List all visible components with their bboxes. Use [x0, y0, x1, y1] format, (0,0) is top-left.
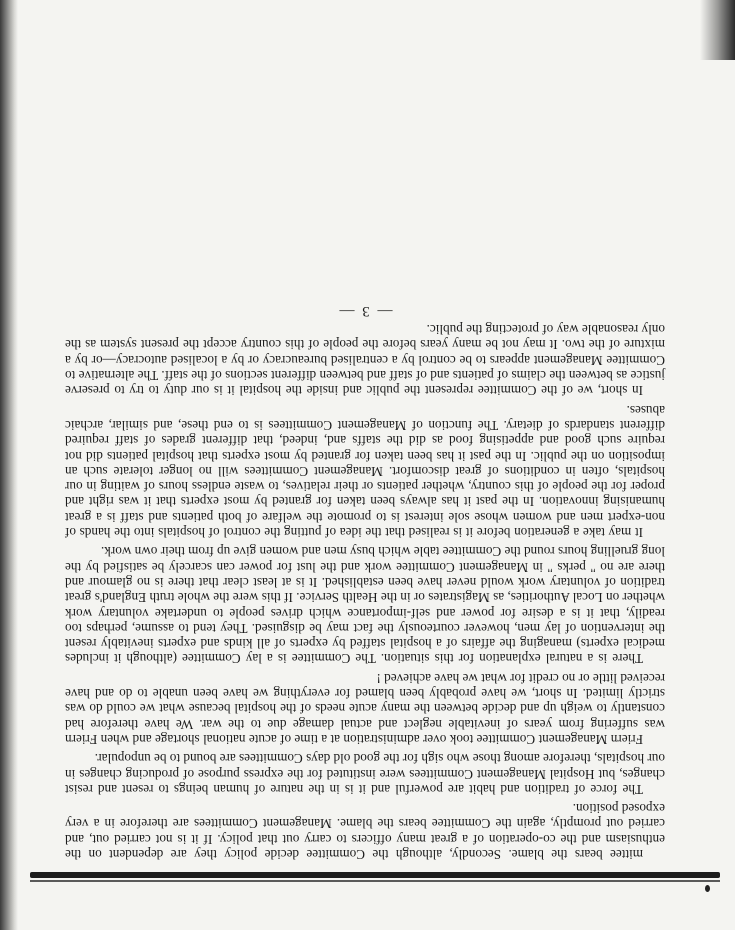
paragraph-3: Friern Management Committee took over administration at a time of acute national shortage and when Friern was suffering from years of inevitable neglect and actual damage due to the war. We have therefore had constantly to weigh up and decide between the many acute needs of the hospital because what we could do was strictly limited. In short, we have probably been blamed for everything we have been unable to do and have received little or no credit for what we have achieved ! — [65, 670, 665, 747]
scan-speck — [705, 885, 710, 892]
upside-down-text-block — [65, 62, 665, 862]
page-number: — 3 — — [337, 302, 393, 319]
scan-bottom-rule — [30, 872, 720, 878]
scan-corner-shadow — [700, 0, 735, 60]
paragraph-1: mittee bears the blame. Secondly, although the Committee decide policy they are dependent on the enthusiasm and the co-operation of a great many officers to carry out that policy. If it is not carried out, and carried out promptly, again the Committee bears the blame. Management Committees are therefore in a very exposed position. — [65, 801, 665, 862]
paragraph-5: It may take a generation before it is realised that the idea of putting the control of hospitals into the hands of non-expert men and women whose sole interest is to promote the welfare of both patients and staff is a great humanising innovation. In the past it has always been taken for granted by most experts that it was right and proper for the people of this country, whether patients or their relatives, to waste endless hours of waiting in our hospitals, often in conditions of great discomfort. Management Committees will no longer tolerate such an imposition on the public. In the past it has been taken for granted by most experts that hospital patients did not require such good and appetising food as did the staffs and, indeed, that different grades of staff required different standards of dietary. The function of Management Committees is to end these, and similar, archaic abuses. — [65, 402, 665, 541]
scan-bottom-rule-thin — [30, 880, 720, 882]
paragraph-6: In short, we of the Committee represent the public and inside the hospital it is our duty to try to preserve justice as between the claims of patients and of staff and between different sections of the staff. The alternative to Committee Management appears to be control by a centralised bureaucracy or by a localised autocracy—or by a mixture of the two. It may not be many years before the people of this country accept the present system as the only reasonable way of protecting the public. — [65, 322, 665, 399]
scan-left-edge — [0, 0, 18, 930]
paragraph-2: The force of tradition and habit are powerful and it is in the nature of human beings to resent and resist changes, but Hospital Management Committees were instituted for the express purpose of producing changes in our hospitals, therefore among those who sigh for the good old days Committees are bound to be unpopular. — [65, 751, 665, 797]
paragraph-4: There is a natural explanation for this situation. The Committee is a lay Committee (although it includes medical experts) managing the affairs of a hospital staffed by experts of all kinds and experts inevitably resent the intervention of lay men, however courteously the fact may be disguised. They tend to assume, perhaps too readily, that it is a desire for power and self-importance which drives people to undertake voluntary work whether on Local Authorities, as Magistrates or in the Health Service. If this were the whole truth England's great tradition of voluntary work would never have been established. It is at least clear that there is no glamour and there are no " perks " in Management Committee work and the lust for power can scarcely be satisfied by the long gruelling hours round the Committee table which busy men and women give up from their own work. — [65, 544, 665, 667]
